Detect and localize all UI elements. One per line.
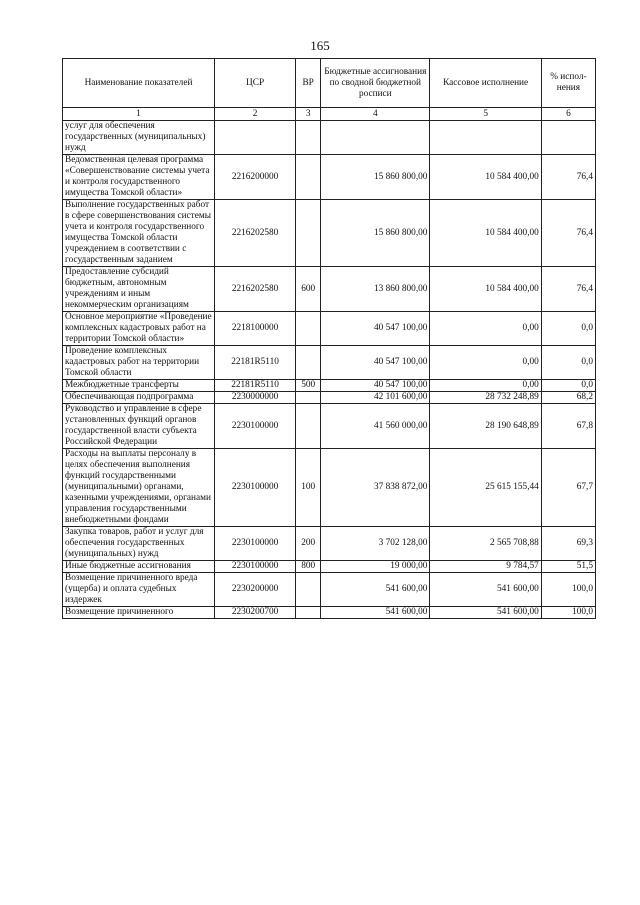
cell-name: Расходы на выплаты персоналу в целях обеспечения выполнения функций государственными (муниципальными) органами, казенными учреждениями, органами управления государственными внебюджетными фондами — [63, 449, 215, 527]
cell-percent: 69,3 — [541, 527, 595, 561]
cell-csr: 2216202580 — [214, 267, 295, 312]
cell-allocation — [321, 121, 430, 155]
cell-csr — [214, 121, 295, 155]
cell-percent: 76,4 — [541, 267, 595, 312]
table-row — [63, 449, 596, 527]
cell-vr: 500 — [296, 380, 321, 392]
cell-name: Возмещение причиненного — [63, 607, 215, 619]
cell-vr — [296, 121, 321, 155]
cell-allocation: 41 560 000,00 — [321, 404, 430, 449]
header-allocations: Бюджетные ассигнования по сводной бюджетной росписи — [321, 59, 430, 108]
header-execution: Кассовое исполнение — [430, 59, 541, 108]
cell-percent: 0,0 — [541, 380, 595, 392]
cell-csr: 2230100000 — [214, 561, 295, 573]
page-number: 165 — [310, 38, 330, 53]
table-row — [63, 527, 596, 561]
cell-allocation: 40 547 100,00 — [321, 312, 430, 346]
cell-vr — [296, 346, 321, 380]
cell-vr: 200 — [296, 527, 321, 561]
cell-execution: 10 584 400,00 — [430, 267, 541, 312]
column-number-row — [63, 108, 596, 121]
table-row — [63, 346, 596, 380]
cell-execution: 10 584 400,00 — [430, 200, 541, 267]
column-number: 1 — [63, 108, 215, 121]
cell-execution — [430, 121, 541, 155]
table-body — [63, 121, 596, 619]
cell-percent: 76,4 — [541, 155, 595, 200]
cell-name: Возмещение причиненного вреда (ущерба) и оплата судебных издержек — [63, 573, 215, 607]
table-header-row — [63, 59, 596, 108]
table-row — [63, 607, 596, 619]
column-number: 2 — [214, 108, 295, 121]
cell-vr: 100 — [296, 449, 321, 527]
cell-csr: 2230100000 — [214, 449, 295, 527]
cell-csr: 2216202580 — [214, 200, 295, 267]
header-name: Наименование показателей — [63, 59, 215, 108]
cell-name: Предоставление субсидий бюджетным, автономным учреждениям и иным некоммерческим организациям — [63, 267, 215, 312]
column-number: 4 — [321, 108, 430, 121]
cell-vr — [296, 392, 321, 404]
cell-name: Ведомственная целевая программа «Совершенствование системы учета и контроля государственного имущества Томской области» — [63, 155, 215, 200]
cell-vr — [296, 155, 321, 200]
cell-percent: 51,5 — [541, 561, 595, 573]
cell-allocation: 19 000,00 — [321, 561, 430, 573]
table-row — [63, 155, 596, 200]
cell-allocation: 3 702 128,00 — [321, 527, 430, 561]
cell-allocation: 541 600,00 — [321, 573, 430, 607]
budget-table — [62, 58, 596, 619]
cell-allocation: 37 838 872,00 — [321, 449, 430, 527]
cell-percent: 67,7 — [541, 449, 595, 527]
cell-execution: 10 584 400,00 — [430, 155, 541, 200]
cell-csr: 2230100000 — [214, 404, 295, 449]
cell-percent — [541, 121, 595, 155]
header-csr: ЦСР — [214, 59, 295, 108]
cell-name: Обеспечивающая подпрограмма — [63, 392, 215, 404]
cell-percent: 76,4 — [541, 200, 595, 267]
cell-execution: 25 615 155,44 — [430, 449, 541, 527]
header-vr: ВР — [296, 59, 321, 108]
cell-allocation: 40 547 100,00 — [321, 346, 430, 380]
cell-allocation: 541 600,00 — [321, 607, 430, 619]
cell-vr — [296, 607, 321, 619]
cell-percent: 0,0 — [541, 312, 595, 346]
cell-name: Закупка товаров, работ и услуг для обеспечения государственных (муниципальных) нужд — [63, 527, 215, 561]
cell-execution: 541 600,00 — [430, 573, 541, 607]
column-number: 3 — [296, 108, 321, 121]
cell-csr: 2218100000 — [214, 312, 295, 346]
cell-name: Проведение комплексных кадастровых работ на территории Томской области — [63, 346, 215, 380]
cell-vr — [296, 200, 321, 267]
cell-execution: 541 600,00 — [430, 607, 541, 619]
cell-csr: 2230100000 — [214, 527, 295, 561]
cell-csr: 22181R5110 — [214, 380, 295, 392]
table-row — [63, 404, 596, 449]
table-row — [63, 392, 596, 404]
cell-csr: 22181R5110 — [214, 346, 295, 380]
cell-allocation: 40 547 100,00 — [321, 380, 430, 392]
cell-allocation: 13 860 800,00 — [321, 267, 430, 312]
column-number: 5 — [430, 108, 541, 121]
cell-allocation: 15 860 800,00 — [321, 200, 430, 267]
cell-execution: 0,00 — [430, 312, 541, 346]
table-row — [63, 380, 596, 392]
cell-percent: 0,0 — [541, 346, 595, 380]
cell-csr: 2230000000 — [214, 392, 295, 404]
cell-vr: 800 — [296, 561, 321, 573]
cell-vr — [296, 404, 321, 449]
table-row — [63, 200, 596, 267]
table-row — [63, 121, 596, 155]
cell-allocation: 15 860 800,00 — [321, 155, 430, 200]
cell-vr: 600 — [296, 267, 321, 312]
cell-percent: 68,2 — [541, 392, 595, 404]
cell-vr — [296, 573, 321, 607]
cell-allocation: 42 101 600,00 — [321, 392, 430, 404]
cell-name: Выполнение государственных работ в сфере совершенствования системы учета и контроля государственного имущества Томской области учреждением в соответствии с государственным заданием — [63, 200, 215, 267]
cell-execution: 2 565 708,88 — [430, 527, 541, 561]
cell-execution: 28 190 648,89 — [430, 404, 541, 449]
table-row — [63, 561, 596, 573]
table-row — [63, 267, 596, 312]
cell-percent: 100,0 — [541, 573, 595, 607]
cell-percent: 100,0 — [541, 607, 595, 619]
cell-csr: 2216200000 — [214, 155, 295, 200]
cell-name: услуг для обеспечения государственных (муниципальных) нужд — [63, 121, 215, 155]
cell-execution: 0,00 — [430, 380, 541, 392]
cell-execution: 9 784,57 — [430, 561, 541, 573]
cell-name: Основное мероприятие «Проведение комплексных кадастровых работ на территории Томской области» — [63, 312, 215, 346]
cell-percent: 67,8 — [541, 404, 595, 449]
cell-execution: 0,00 — [430, 346, 541, 380]
cell-csr: 2230200700 — [214, 607, 295, 619]
table-row — [63, 573, 596, 607]
cell-name: Межбюджетные трансферты — [63, 380, 215, 392]
cell-vr — [296, 312, 321, 346]
cell-name: Иные бюджетные ассигнования — [63, 561, 215, 573]
cell-name: Руководство и управление в сфере установленных функций органов государственной власти субъекта Российской Федерации — [63, 404, 215, 449]
table-row — [63, 312, 596, 346]
column-number: 6 — [541, 108, 595, 121]
header-percent: % испол-нения — [541, 59, 595, 108]
cell-execution: 28 732 248,89 — [430, 392, 541, 404]
cell-csr: 2230200000 — [214, 573, 295, 607]
